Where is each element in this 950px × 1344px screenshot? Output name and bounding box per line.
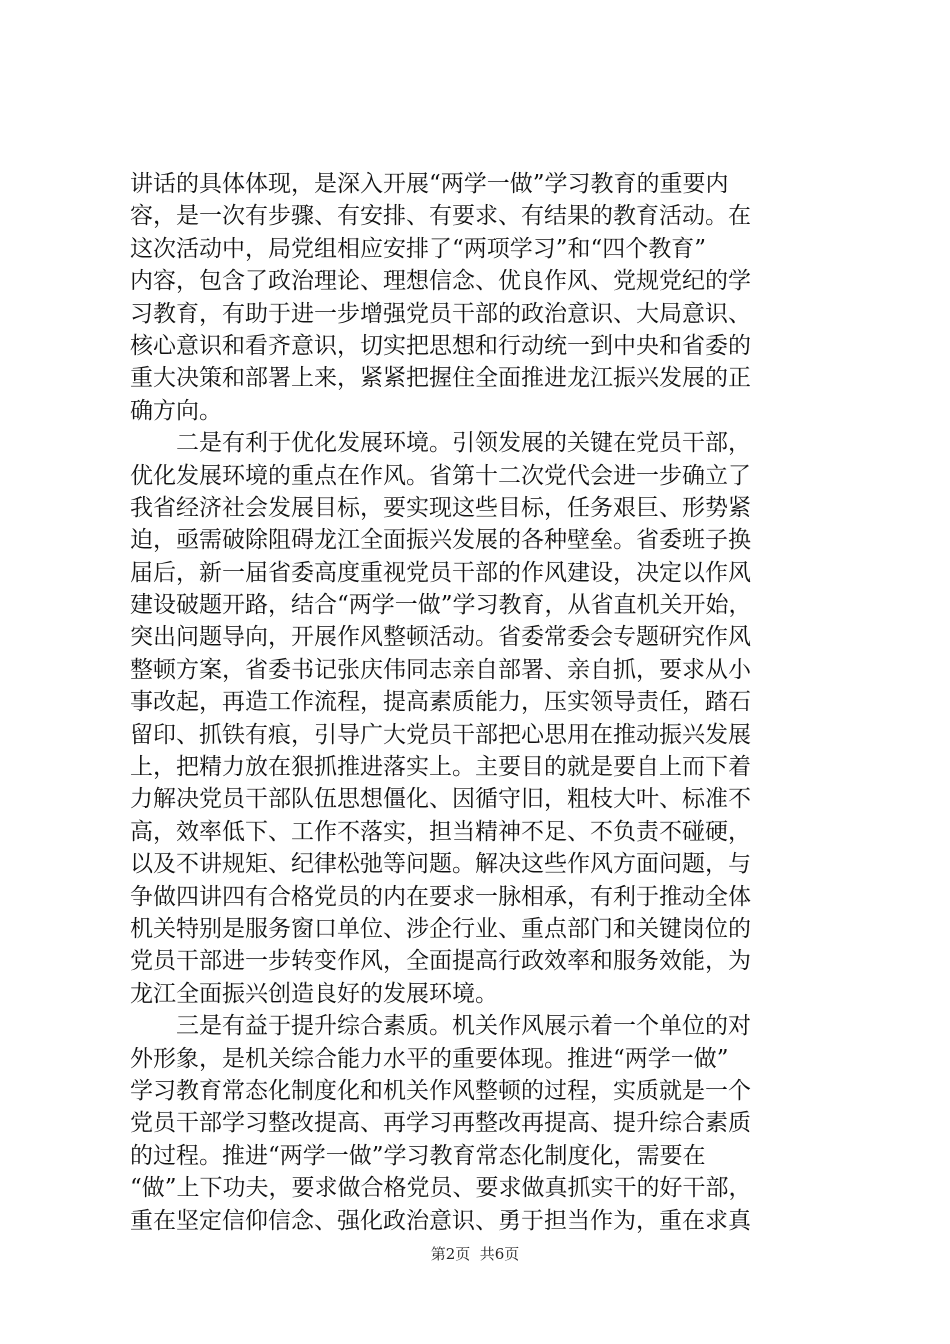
text-line: 容，是一次有步骤、有安排、有要求、有结果的教育活动。在 (130, 203, 751, 230)
text-line: 内容，包含了政治理论、理想信念、优良作风、党规党纪的学 (130, 268, 751, 295)
text-line: 整顿方案，省委书记张庆伟同志亲自部署、亲自抓，要求从小 (130, 656, 751, 683)
text-line: 重大决策和部署上来，紧紧把握住全面推进龙江振兴发展的正 (130, 365, 751, 392)
body-text (130, 168, 825, 1237)
text-line: 上，把精力放在狠抓推进落实上。主要目的就是要自上而下着 (130, 754, 751, 781)
text-line: 确方向。 (130, 397, 222, 424)
text-line: 届后，新一届省委高度重视党员干部的作风建设，决定以作风 (130, 559, 751, 586)
text-line: 留印、抓铁有痕，引导广大党员干部把心思用在推动振兴发展 (130, 721, 751, 748)
text-line: 学习教育常态化制度化和机关作风整顿的过程，实质就是一个 (130, 1077, 751, 1104)
text-line: 事改起，再造工作流程，提高素质能力，压实领导责任，踏石 (130, 689, 751, 716)
text-line: 三是有益于提升综合素质。机关作风展示着一个单位的对 (130, 1013, 751, 1040)
text-line: 龙江全面振兴创造良好的发展环境。 (130, 980, 498, 1007)
text-line: 讲话的具体体现，是深入开展“两学一做”学习教育的重要内 (130, 171, 729, 197)
text-line: 重在坚定信仰信念、强化政治意识、勇于担当作为，重在求真 (130, 1207, 751, 1234)
text-line: 党员干部学习整改提高、再学习再整改再提高、提升综合素质 (130, 1110, 751, 1137)
text-line: 机关特别是服务窗口单位、涉企行业、重点部门和关键岗位的 (130, 915, 751, 942)
text-line: 习教育，有助于进一步增强党员干部的政治意识、大局意识、 (130, 300, 751, 327)
text-line: 我省经济社会发展目标，要实现这些目标，任务艰巨、形势紧 (130, 494, 751, 521)
text-line: 二是有利于优化发展环境。引领发展的关键在党员干部， (130, 430, 751, 457)
text-line: 高，效率低下、工作不落实，担当精神不足、不负责不碰硬， (130, 818, 751, 845)
text-line: 外形象，是机关综合能力水平的重要体现。推进“两学一做” (130, 1045, 729, 1072)
text-line: 核心意识和看齐意识，切实把思想和行动统一到中央和省委的 (130, 332, 751, 359)
text-line: 争做四讲四有合格党员的内在要求一脉相承，有利于推动全体 (130, 883, 751, 910)
text-line: 党员干部进一步转变作风，全面提高行政效率和服务效能，为 (130, 948, 751, 975)
text-line: 迫，亟需破除阻碍龙江全面振兴发展的各种壁垒。省委班子换 (130, 527, 751, 554)
text-line: “做”上下功夫，要求做合格党员、要求做真抓实干的好干部， (130, 1175, 752, 1202)
text-line: 突出问题导向，开展作风整顿活动。省委常委会专题研究作风 (130, 624, 751, 651)
text-line: 优化发展环境的重点在作风。省第十二次党代会进一步确立了 (130, 462, 751, 489)
page-number: 第2页 共6页 (430, 1245, 520, 1263)
page-footer (0, 1244, 950, 1264)
text-line: 以及不讲规矩、纪律松弛等问题。解决这些作风方面问题，与 (130, 851, 751, 878)
text-line: 这次活动中，局党组相应安排了“两项学习”和“四个教育” (130, 235, 707, 262)
text-line: 力解决党员干部队伍思想僵化、因循守旧，粗枝大叶、标准不 (130, 786, 751, 813)
text-line: 建设破题开路，结合“两学一做”学习教育，从省直机关开始， (130, 592, 752, 619)
text-line: 的过程。推进“两学一做”学习教育常态化制度化，需要在 (130, 1142, 706, 1169)
